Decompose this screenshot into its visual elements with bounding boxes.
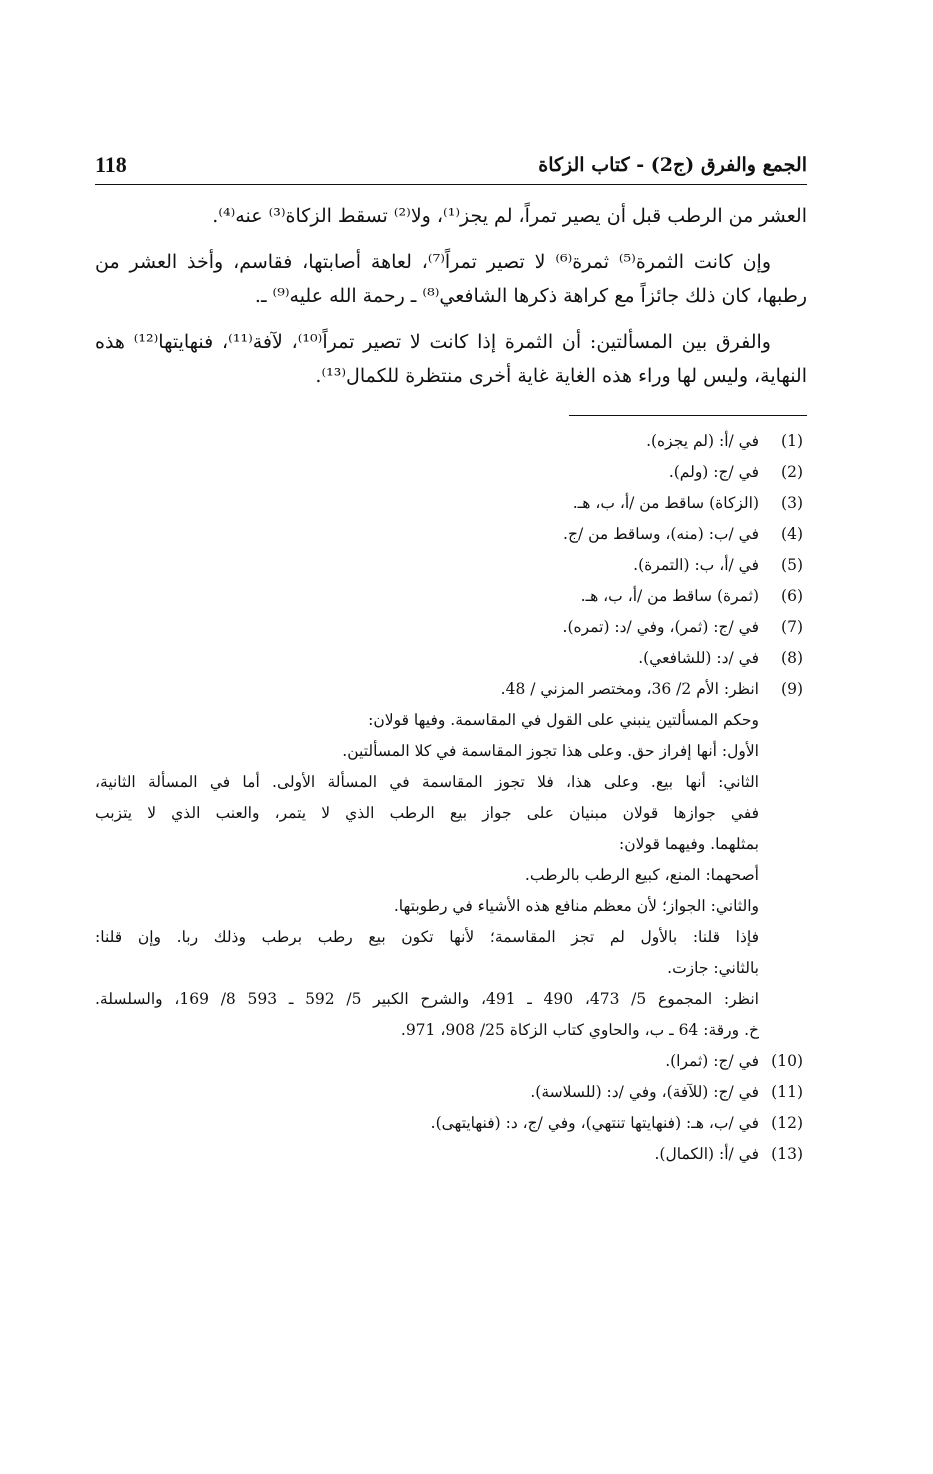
footnote-number: (7) (781, 618, 803, 636)
paragraph-1: العشر من الرطب قبل أن يصير تمراً، لم يجز⁽¹⁾، ولا⁽²⁾ تسقط الزكاة⁽³⁾ عنه⁽⁴⁾. (212, 205, 807, 227)
footnote-text: في /ج: (للآفة)، وفي /د: (للسلاسة). (530, 1083, 759, 1101)
footnote-6 (95, 581, 807, 612)
footnote-4 (95, 519, 807, 550)
paragraph-2: وإن كانت الثمرة⁽⁵⁾ ثمرة⁽⁶⁾ لا تصير تمراً⁽⁷⁾، لعاهة أصابتها، فقاسم، وأخذ العشر من رطبها، كان ذلك جائزاً مع كراهة ذكرها الشافعي⁽⁸⁾ ـ رحمة الله عليه⁽⁹⁾ ـ. (95, 251, 807, 307)
footnote-separator (569, 415, 807, 416)
page (95, 150, 807, 1170)
footnote-number: (2) (781, 463, 803, 481)
page-header (95, 150, 807, 185)
footnote-7 (95, 612, 807, 643)
footnote-line: الثاني: أنها بيع. وعلى هذا، فلا تجوز المقاسمة في المسألة الأولى. أما في المسألة الثانية، (95, 773, 759, 791)
footnote-13 (95, 1139, 807, 1170)
footnote-number: (8) (781, 649, 803, 667)
footnote-number: (6) (781, 587, 803, 605)
footnote-line: وحكم المسألتين ينبني على القول في المقاسمة. وفيها قولان: (368, 711, 759, 729)
footnote-text: في /ب: (منه)، وساقط من /ج. (563, 525, 759, 543)
footnote-text: في /أ: (الكمال). (654, 1145, 759, 1163)
main-text (95, 199, 807, 393)
footnote-line: بالثاني: جازت. (667, 959, 759, 977)
footnote-11 (95, 1077, 807, 1108)
footnote-number: (12) (771, 1114, 803, 1132)
footnote-text: في /ب، هـ: (فنهايتها تنتهي)، وفي /ج، د: (فنهايتهى). (430, 1114, 759, 1132)
paragraph-3: والفرق بين المسألتين: أن الثمرة إذا كانت لا تصير تمراً⁽¹⁰⁾، لآفة⁽¹¹⁾، فنهايتها⁽¹²⁾ هذه النهاية، وليس لها وراء هذه الغاية غاية أخرى منتظرة للكمال⁽¹³⁾. (95, 331, 807, 387)
footnote-number: (5) (781, 556, 803, 574)
footnote-12 (95, 1108, 807, 1139)
footnote-8 (95, 643, 807, 674)
footnote-1 (95, 426, 807, 457)
footnote-line: والثاني: الجواز؛ لأن معظم منافع هذه الأشياء في رطوبتها. (393, 897, 759, 915)
footnote-9 (95, 674, 807, 705)
footnote-text: في /ج: (ولم). (668, 463, 759, 481)
footnote-number: (10) (771, 1052, 803, 1070)
footnote-3 (95, 488, 807, 519)
footnote-text: في /ج: (ثمرا). (665, 1052, 759, 1070)
footnote-text: في /د: (للشافعي). (638, 649, 759, 667)
footnote-number: (4) (781, 525, 803, 543)
footnote-line: خ. ورقة: 64 ـ ب، والحاوي كتاب الزكاة 25/ 908، 971. (400, 1021, 759, 1039)
running-title: الجمع والفرق (ج2) - كتاب الزكاة (538, 154, 807, 176)
footnote-text: في /ج: (ثمر)، وفي /د: (تمره). (562, 618, 759, 636)
footnote-line: ففي جوازها قولان مبنيان على جواز بيع الرطب الذي لا يتمر، والعنب الذي لا يتزبب (95, 804, 759, 822)
footnote-text: (ثمرة) ساقط من /أ، ب، هـ. (580, 587, 759, 605)
footnote-number: (3) (781, 494, 803, 512)
footnote-2 (95, 457, 807, 488)
footnote-number: (13) (771, 1145, 803, 1163)
footnote-text: في /أ: (لم يجزه). (646, 432, 759, 450)
footnote-5 (95, 550, 807, 581)
footnotes (95, 426, 807, 1170)
page-number: 118 (95, 152, 127, 177)
footnote-number: (1) (781, 432, 803, 450)
footnote-line: انظر: الأم 2/ 36، ومختصر المزني / 48. (500, 680, 759, 698)
footnote-line: انظر: المجموع 5/ 473، 490 ـ 491، والشرح الكبير 5/ 592 ـ 593 8/ 169، والسلسلة. (95, 990, 759, 1008)
footnote-10 (95, 1046, 807, 1077)
footnote-number: (11) (771, 1083, 803, 1101)
footnote-line: فإذا قلنا: بالأول لم تجز المقاسمة؛ لأنها تكون بيع رطب برطب وذلك ربا. وإن قلنا: (95, 928, 759, 946)
footnote-text: في /أ، ب: (التمرة). (633, 556, 759, 574)
footnote-line: الأول: أنها إفراز حق. وعلى هذا تجوز المقاسمة في كلا المسألتين. (342, 742, 759, 760)
footnote-number: (9) (781, 680, 803, 698)
footnote-text: (الزكاة) ساقط من /أ، ب، هـ. (572, 494, 759, 512)
footnote-line: أصحهما: المنع، كبيع الرطب بالرطب. (524, 866, 759, 884)
footnote-line: بمثلهما. وفيهما قولان: (619, 835, 759, 853)
